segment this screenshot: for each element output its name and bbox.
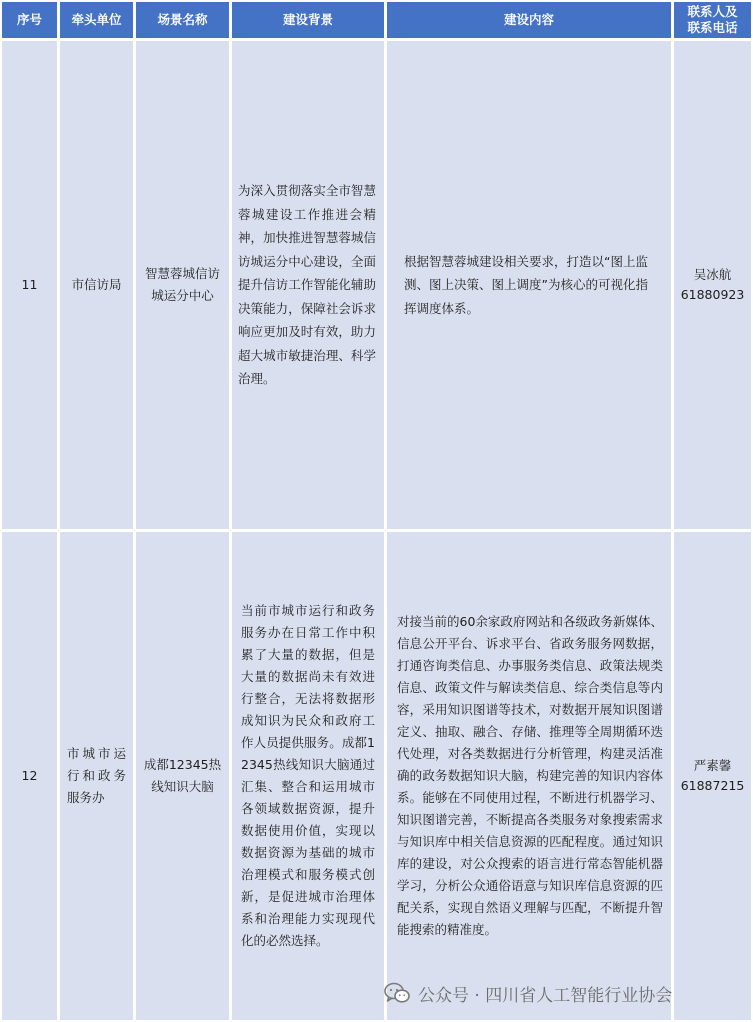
row11-background [232, 41, 384, 529]
row11-scene-name: 智慧蓉城信访城运分中心 [136, 41, 229, 529]
row12-contact-name: 严素馨 [693, 758, 732, 773]
header-contact-line1: 联系人及 [687, 4, 738, 19]
row11-contact-name: 吴冰航 [693, 267, 732, 282]
row11-contact [674, 41, 751, 529]
row12-background-text: 当前市城市运行和政务服务办在日常工作中积累了大量的数据，但是大量的数据尚未有效进行整合，无法将数据形成知识为民众和政府工作人员提供服务。成都12345热线知识大脑通过汇集、整合和运用城市各领域数据资源，提升数据使用价值，实现以数据资源为基础的城市治理模式和服务模式创新，是促进城市治理体系和治理能力实现现代化的必然选择。 [241, 603, 375, 948]
row11-content-text: 根据智慧蓉城建设相关要求，打造以“图上监测、图上决策、图上调度”为核心的可视化指挥调度体系。 [404, 253, 648, 316]
row11-seq: 11 [2, 41, 57, 529]
header-contact [674, 2, 751, 38]
header-contact-line2: 联系电话 [687, 20, 738, 35]
header-scene-name: 场景名称 [136, 2, 229, 38]
row12-lead-unit [60, 532, 133, 1020]
row12-lead-unit-text: 市城市运行和政务服务办 [67, 746, 126, 805]
header-background: 建设背景 [232, 2, 384, 38]
watermark [384, 976, 672, 1010]
row12-scene-name: 成都12345热线知识大脑 [136, 532, 229, 1020]
header-content: 建设内容 [387, 2, 671, 38]
row12-contact [674, 532, 751, 1020]
row12-contact-phone: 61887215 [680, 778, 745, 793]
row11-content [387, 41, 671, 529]
header-seq: 序号 [2, 2, 57, 38]
row12-content [387, 532, 671, 1020]
watermark-text: 公众号 · 四川省人工智能行业协会 [418, 985, 673, 1006]
row11-contact-phone: 61880923 [680, 287, 745, 302]
row12-content-text: 对接当前的60余家政府网站和各级政务新媒体、信息公开平台、诉求平台、省政务服务网数据，打通咨询类信息、办事服务类信息、政策法规类信息、政策文件与解读类信息、综合类信息等内容，采用知识图谱等技术，对数据开展知识图谱定义、抽取、融合、存储、推理等全周期循环迭代处理，对各类数据进行分析管理，构建灵活准确的政务数据知识大脑，构建完善的知识内容体系。能够在不同使用过程，不断进行机器学习、知识图谱完善，不断提高各类服务对象搜索需求与知识库中相关信息资源的匹配程度。通过知识库的建设，对公众搜索的语言进行常态智能机器学习，分析公众通俗语意与知识库信息资源的匹配关系，实现自然语义理解与匹配，不断提升智能搜索的精准度。 [397, 614, 663, 937]
wechat-icon [384, 982, 410, 1004]
header-lead-unit: 牵头单位 [60, 2, 133, 38]
row12-background [232, 532, 384, 1020]
row11-lead-unit: 市信访局 [60, 41, 133, 529]
row12-seq: 12 [2, 532, 57, 1020]
row11-background-text: 为深入贯彻落实全市智慧蓉城建设工作推进会精神，加快推进智慧蓉城信访城运分中心建设，全面提升信访工作智能化辅助决策能力，保障社会诉求响应更加及时有效，助力超大城市敏捷治理、科学治理。 [238, 183, 376, 387]
